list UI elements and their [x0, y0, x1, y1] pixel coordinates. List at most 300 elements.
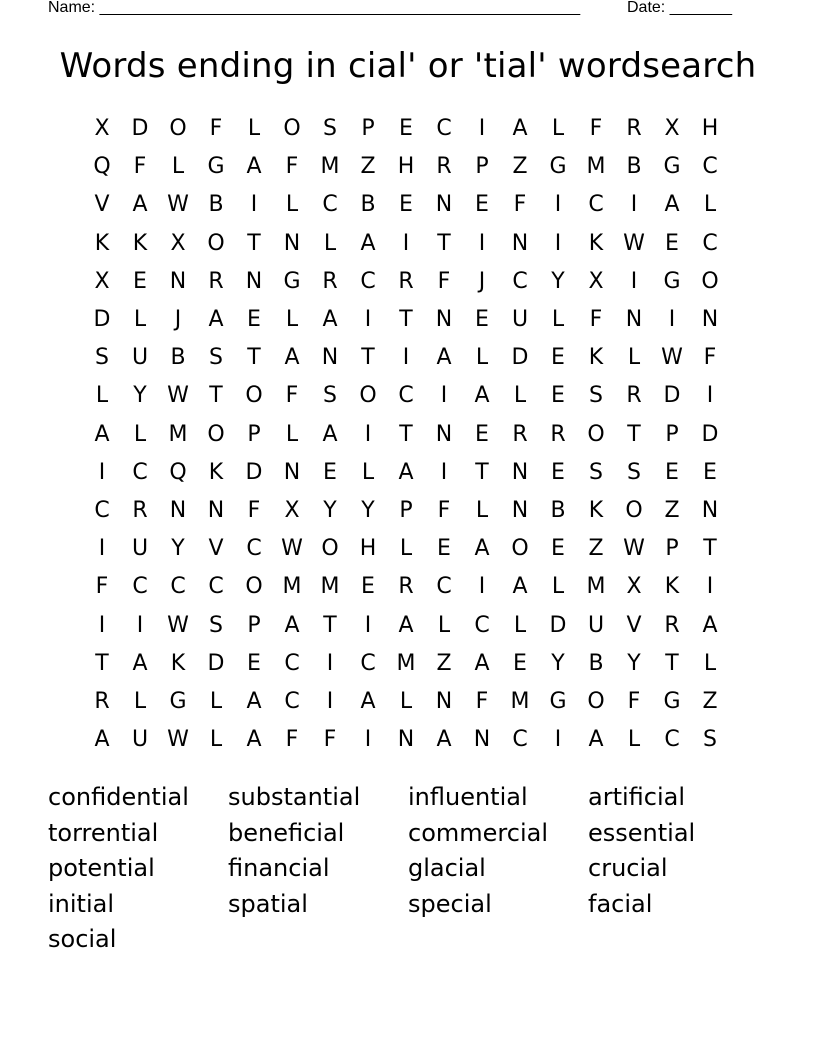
grid-letter: W	[167, 727, 189, 753]
grid-letter: A	[246, 727, 262, 753]
grid-letter: D	[663, 383, 681, 409]
grid-letter: G	[549, 688, 567, 714]
grid-letter: A	[246, 688, 262, 714]
grid-letter: E	[399, 192, 413, 218]
grid-letter: Y	[171, 536, 185, 562]
grid-letter: E	[551, 383, 565, 409]
grid-letter: I	[402, 345, 410, 371]
grid-letter: H	[397, 154, 415, 180]
name-field-line: Name: ______________________________________________________	[48, 0, 581, 16]
grid-letter: E	[475, 421, 489, 447]
grid-letter: I	[98, 612, 106, 638]
grid-letter: M	[586, 574, 606, 600]
grid-letter: W	[661, 345, 683, 371]
grid-letter: L	[551, 307, 565, 333]
grid-letter: I	[326, 650, 334, 676]
grid-letter: N	[321, 345, 339, 371]
grid-letter: X	[284, 497, 300, 523]
grid-letter: S	[209, 612, 223, 638]
grid-letter: M	[168, 421, 188, 447]
grid-letter: M	[510, 688, 530, 714]
word-list-item: potential	[48, 854, 155, 882]
grid-letter: G	[169, 688, 187, 714]
grid-letter: L	[171, 154, 185, 180]
grid-letter: D	[701, 421, 719, 447]
grid-letter: R	[512, 421, 528, 447]
grid-letter: T	[437, 230, 451, 256]
grid-letter: L	[475, 345, 489, 371]
grid-letter: C	[170, 574, 186, 600]
grid-letter: A	[284, 345, 300, 371]
grid-letter: R	[626, 116, 642, 142]
grid-letter: N	[169, 497, 187, 523]
grid-letter: A	[284, 612, 300, 638]
grid-letter: A	[132, 650, 148, 676]
grid-letter: W	[623, 230, 645, 256]
grid-letter: E	[361, 574, 375, 600]
date-field-line: Date: _______	[627, 0, 732, 16]
grid-letter: P	[361, 116, 375, 142]
grid-letter: M	[282, 574, 302, 600]
grid-letter: E	[437, 536, 451, 562]
grid-letter: I	[554, 192, 562, 218]
grid-letter: P	[247, 421, 261, 447]
grid-letter: E	[551, 459, 565, 485]
grid-letter: L	[627, 345, 641, 371]
grid-letter: F	[513, 192, 527, 218]
word-list-item: influential	[408, 783, 528, 811]
grid-letter: O	[587, 421, 605, 447]
grid-letter: Y	[323, 497, 337, 523]
grid-letter: X	[94, 116, 110, 142]
grid-letter: F	[589, 307, 603, 333]
grid-letter: I	[630, 192, 638, 218]
grid-letter: C	[664, 727, 680, 753]
grid-letter: A	[702, 612, 718, 638]
grid-letter: C	[398, 383, 414, 409]
grid-letter: L	[209, 688, 223, 714]
grid-letter: A	[360, 688, 376, 714]
grid-letter: I	[554, 727, 562, 753]
grid-letter: F	[247, 497, 261, 523]
grid-letter: L	[703, 650, 717, 676]
grid-letter: C	[360, 268, 376, 294]
grid-letter: L	[247, 116, 261, 142]
grid-letter: E	[247, 307, 261, 333]
grid-letter: R	[550, 421, 566, 447]
grid-row	[83, 301, 729, 339]
grid-letter: T	[361, 345, 375, 371]
grid-letter: Y	[361, 497, 375, 523]
grid-letter: K	[664, 574, 680, 600]
grid-letter: E	[665, 230, 679, 256]
grid-letter: A	[436, 727, 452, 753]
grid-letter: Z	[588, 536, 604, 562]
grid-letter: Z	[664, 497, 680, 523]
grid-letter: I	[440, 459, 448, 485]
grid-letter: U	[131, 727, 149, 753]
grid-letter: C	[436, 116, 452, 142]
word-list-item: initial	[48, 889, 114, 918]
grid-letter: A	[512, 116, 528, 142]
grid-letter: O	[245, 383, 263, 409]
word-list-item: substantial	[228, 783, 361, 811]
grid-row	[83, 186, 729, 224]
grid-letter: C	[94, 497, 110, 523]
grid-row	[83, 530, 729, 568]
word-list-item: artificial	[588, 783, 686, 811]
grid-letter: R	[436, 154, 452, 180]
grid-letter: S	[589, 383, 603, 409]
grid-row	[83, 110, 729, 148]
grid-letter: B	[588, 650, 604, 676]
grid-letter: N	[435, 307, 453, 333]
grid-row	[83, 454, 729, 492]
grid-letter: F	[133, 154, 147, 180]
grid-letter: A	[132, 192, 148, 218]
page-title: Words ending in cial' or 'tial' wordsearch	[59, 46, 757, 86]
grid-letter: S	[323, 116, 337, 142]
grid-letter: O	[283, 116, 301, 142]
grid-letter: E	[665, 459, 679, 485]
grid-letter: G	[663, 688, 681, 714]
grid-letter: P	[247, 612, 261, 638]
grid-letter: E	[703, 459, 717, 485]
grid-letter: D	[93, 307, 111, 333]
grid-letter: S	[589, 459, 603, 485]
grid-letter: X	[588, 268, 604, 294]
grid-letter: F	[589, 116, 603, 142]
word-list-item: torrential	[48, 818, 159, 847]
grid-letter: G	[663, 154, 681, 180]
word-list-item: beneficial	[228, 818, 345, 847]
grid-letter: N	[283, 230, 301, 256]
grid-letter: O	[207, 230, 225, 256]
grid-letter: I	[478, 230, 486, 256]
grid-letter: Z	[702, 688, 718, 714]
grid-letter: F	[703, 345, 717, 371]
grid-letter: I	[554, 230, 562, 256]
grid-letter: W	[167, 383, 189, 409]
grid-letter: Q	[93, 154, 111, 180]
grid-letter: K	[170, 650, 186, 676]
grid-letter: C	[588, 192, 604, 218]
grid-letter: I	[478, 574, 486, 600]
grid-row	[83, 568, 729, 606]
grid-letter: I	[478, 116, 486, 142]
grid-letter: P	[665, 421, 679, 447]
grid-letter: L	[513, 383, 527, 409]
grid-letter: N	[435, 421, 453, 447]
grid-letter: I	[630, 268, 638, 294]
grid-letter: F	[285, 383, 299, 409]
grid-letter: L	[133, 688, 147, 714]
grid-letter: S	[323, 383, 337, 409]
grid-letter: O	[359, 383, 377, 409]
grid-letter: L	[627, 727, 641, 753]
grid-letter: L	[285, 421, 299, 447]
grid-letter: T	[399, 307, 413, 333]
word-list-item: confidential	[48, 783, 189, 811]
grid-letter: K	[588, 345, 604, 371]
grid-letter: L	[513, 612, 527, 638]
grid-letter: I	[706, 383, 714, 409]
grid-letter: T	[247, 230, 261, 256]
grid-letter: N	[511, 230, 529, 256]
grid-letter: J	[478, 268, 486, 294]
grid-letter: F	[209, 116, 223, 142]
word-list-item: special	[408, 889, 492, 918]
grid-letter: A	[436, 345, 452, 371]
grid-letter: C	[284, 688, 300, 714]
grid-letter: I	[364, 612, 372, 638]
grid-letter: B	[626, 154, 642, 180]
grid-letter: M	[586, 154, 606, 180]
grid-letter: A	[664, 192, 680, 218]
grid-letter: U	[511, 307, 529, 333]
grid-letter: E	[513, 650, 527, 676]
grid-letter: T	[665, 650, 679, 676]
grid-letter: O	[321, 536, 339, 562]
grid-letter: I	[706, 574, 714, 600]
grid-letter: R	[664, 612, 680, 638]
grid-letter: I	[98, 459, 106, 485]
grid-letter: X	[626, 574, 642, 600]
grid-letter: A	[474, 383, 490, 409]
grid-letter: H	[359, 536, 377, 562]
grid-row	[83, 645, 729, 683]
grid-letter: B	[360, 192, 376, 218]
grid-letter: L	[361, 459, 375, 485]
grid-letter: A	[322, 421, 338, 447]
grid-letter: C	[284, 650, 300, 676]
grid-letter: D	[549, 612, 567, 638]
grid-letter: X	[664, 116, 680, 142]
grid-letter: L	[399, 688, 413, 714]
grid-row	[83, 721, 729, 759]
grid-letter: A	[398, 459, 414, 485]
grid-letter: D	[207, 650, 225, 676]
grid-letter: P	[665, 536, 679, 562]
grid-row	[83, 225, 729, 263]
grid-letter: U	[131, 536, 149, 562]
grid-letter: I	[440, 383, 448, 409]
grid-letter: A	[246, 154, 262, 180]
grid-letter: V	[94, 192, 110, 218]
grid-letter: A	[94, 421, 110, 447]
grid-letter: D	[245, 459, 263, 485]
word-list-item: social	[48, 925, 117, 953]
grid-letter: G	[283, 268, 301, 294]
grid-letter: R	[132, 497, 148, 523]
grid-letter: R	[322, 268, 338, 294]
grid-letter: F	[95, 574, 109, 600]
grid-letter: P	[475, 154, 489, 180]
grid-letter: O	[511, 536, 529, 562]
grid-letter: N	[169, 268, 187, 294]
grid-row	[83, 339, 729, 377]
grid-letter: F	[437, 268, 451, 294]
grid-letter: A	[208, 307, 224, 333]
grid-letter: A	[474, 650, 490, 676]
grid-letter: T	[703, 536, 717, 562]
grid-letter: E	[551, 536, 565, 562]
word-list-item: essential	[588, 818, 696, 847]
grid-letter: N	[283, 459, 301, 485]
grid-letter: E	[133, 268, 147, 294]
grid-letter: L	[285, 192, 299, 218]
grid-letter: F	[475, 688, 489, 714]
grid-letter: L	[399, 536, 413, 562]
grid-letter: T	[475, 459, 489, 485]
grid-letter: W	[167, 612, 189, 638]
grid-letter: E	[399, 116, 413, 142]
grid-letter: X	[94, 268, 110, 294]
grid-letter: C	[360, 650, 376, 676]
grid-letter: T	[209, 383, 223, 409]
grid-letter: K	[132, 230, 148, 256]
grid-letter: Q	[169, 459, 187, 485]
grid-letter: N	[701, 307, 719, 333]
grid-letter: S	[703, 727, 717, 753]
grid-letter: G	[663, 268, 681, 294]
word-list	[48, 780, 768, 958]
grid-letter: L	[437, 612, 451, 638]
grid-letter: O	[587, 688, 605, 714]
word-list-item: commercial	[408, 818, 548, 847]
letter-grid	[83, 110, 729, 759]
grid-letter: O	[207, 421, 225, 447]
grid-letter: I	[326, 688, 334, 714]
grid-letter: C	[208, 574, 224, 600]
grid-letter: M	[320, 574, 340, 600]
grid-letter: F	[285, 727, 299, 753]
grid-letter: U	[131, 345, 149, 371]
grid-letter: Z	[436, 650, 452, 676]
grid-letter: C	[132, 574, 148, 600]
grid-letter: K	[588, 497, 604, 523]
grid-letter: P	[399, 497, 413, 523]
grid-letter: Y	[133, 383, 147, 409]
grid-letter: L	[209, 727, 223, 753]
grid-letter: K	[588, 230, 604, 256]
grid-letter: L	[551, 574, 565, 600]
grid-letter: C	[702, 230, 718, 256]
grid-letter: L	[551, 116, 565, 142]
grid-letter: W	[623, 536, 645, 562]
grid-letter: R	[398, 574, 414, 600]
grid-letter: R	[94, 688, 110, 714]
grid-letter: T	[323, 612, 337, 638]
grid-letter: O	[625, 497, 643, 523]
grid-row	[83, 377, 729, 415]
grid-letter: Z	[512, 154, 528, 180]
grid-letter: I	[668, 307, 676, 333]
grid-letter: S	[95, 345, 109, 371]
grid-letter: A	[512, 574, 528, 600]
grid-letter: W	[167, 192, 189, 218]
grid-letter: R	[208, 268, 224, 294]
grid-letter: E	[247, 650, 261, 676]
grid-letter: N	[701, 497, 719, 523]
grid-letter: L	[133, 307, 147, 333]
grid-letter: T	[247, 345, 261, 371]
grid-letter: E	[323, 459, 337, 485]
grid-row	[83, 148, 729, 186]
grid-letter: I	[364, 727, 372, 753]
grid-letter: T	[627, 421, 641, 447]
word-list-item: financial	[228, 854, 330, 882]
grid-letter: Y	[551, 650, 565, 676]
grid-letter: H	[701, 116, 719, 142]
grid-letter: K	[94, 230, 110, 256]
grid-letter: L	[323, 230, 337, 256]
grid-letter: A	[474, 536, 490, 562]
grid-letter: K	[208, 459, 224, 485]
grid-letter: S	[627, 459, 641, 485]
grid-letter: L	[133, 421, 147, 447]
grid-row	[83, 606, 729, 644]
grid-letter: L	[95, 383, 109, 409]
grid-letter: U	[587, 612, 605, 638]
grid-letter: C	[436, 574, 452, 600]
grid-letter: R	[626, 383, 642, 409]
grid-letter: O	[701, 268, 719, 294]
grid-letter: C	[512, 268, 528, 294]
grid-letter: C	[132, 459, 148, 485]
grid-letter: M	[320, 154, 340, 180]
grid-letter: C	[702, 154, 718, 180]
word-list-item: glacial	[408, 854, 486, 882]
grid-letter: C	[246, 536, 262, 562]
grid-letter: C	[322, 192, 338, 218]
grid-letter: A	[588, 727, 604, 753]
grid-letter: L	[703, 192, 717, 218]
grid-letter: L	[475, 497, 489, 523]
grid-letter: A	[94, 727, 110, 753]
grid-letter: A	[360, 230, 376, 256]
grid-letter: O	[169, 116, 187, 142]
grid-letter: A	[322, 307, 338, 333]
grid-letter: F	[285, 154, 299, 180]
grid-letter: C	[474, 612, 490, 638]
grid-letter: A	[398, 612, 414, 638]
grid-letter: G	[207, 154, 225, 180]
grid-letter: X	[170, 230, 186, 256]
grid-letter: M	[396, 650, 416, 676]
grid-letter: N	[435, 192, 453, 218]
grid-letter: I	[98, 536, 106, 562]
grid-letter: Z	[360, 154, 376, 180]
grid-letter: B	[170, 345, 186, 371]
grid-letter: R	[398, 268, 414, 294]
grid-letter: L	[285, 307, 299, 333]
grid-letter: F	[323, 727, 337, 753]
grid-row	[83, 416, 729, 454]
grid-letter: N	[435, 688, 453, 714]
grid-letter: E	[551, 345, 565, 371]
grid-letter: I	[364, 307, 372, 333]
grid-letter: N	[245, 268, 263, 294]
word-list-item: facial	[588, 889, 653, 918]
grid-letter: D	[511, 345, 529, 371]
grid-letter: J	[174, 307, 182, 333]
grid-letter: E	[475, 192, 489, 218]
grid-letter: D	[131, 116, 149, 142]
grid-letter: I	[364, 421, 372, 447]
grid-letter: N	[511, 497, 529, 523]
grid-letter: F	[627, 688, 641, 714]
